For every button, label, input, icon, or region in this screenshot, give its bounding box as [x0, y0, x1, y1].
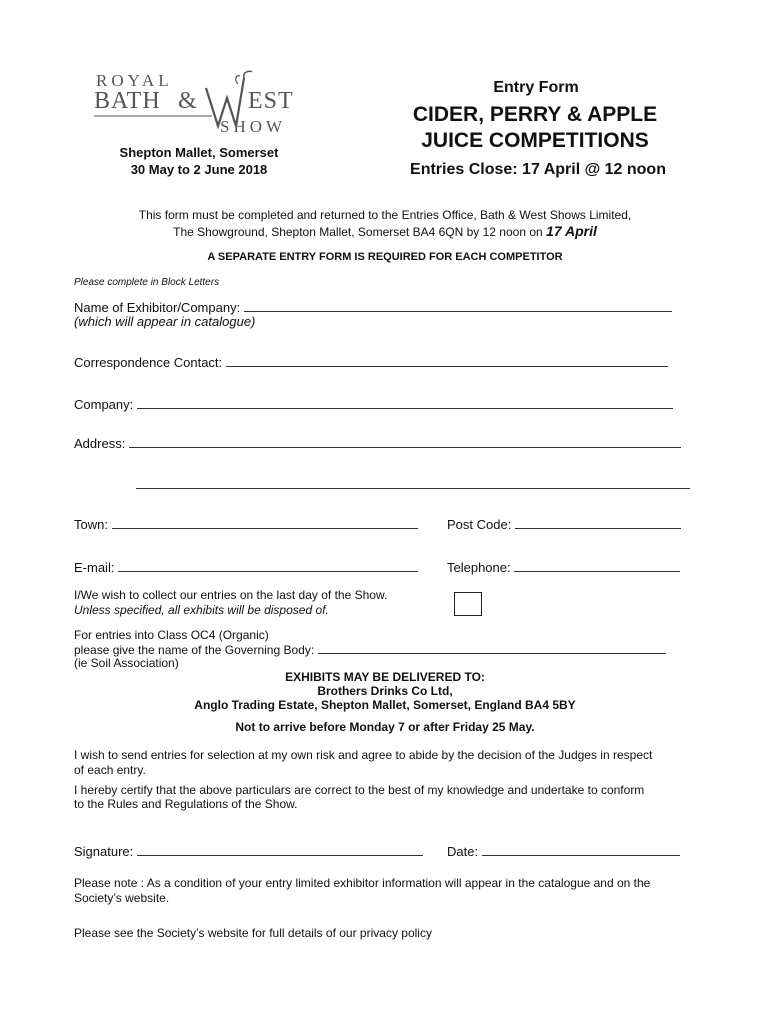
company-row [74, 395, 673, 412]
organic-line3: (ie Soil Association) [74, 656, 179, 670]
email-label: E-mail: [74, 560, 115, 575]
delivery-heading: EXHIBITS MAY BE DELIVERED TO: [285, 670, 485, 684]
logo-show-text: SHOW [220, 117, 287, 134]
certify-line1: I hereby certify that the above particulars are correct to the best of my knowledge and undertake to conform [74, 783, 645, 797]
delivery-address: Anglo Trading Estate, Shepton Mallet, Somerset, England BA4 5BY [194, 698, 576, 712]
company-field[interactable] [137, 395, 673, 409]
exhibitor-name-label: Name of Exhibitor/Company: [74, 300, 241, 315]
contact-field[interactable] [226, 353, 668, 367]
exhibitor-name-field[interactable] [244, 298, 672, 312]
address-field-line1[interactable] [129, 434, 681, 448]
show-venue: Shepton Mallet, Somerset [119, 145, 279, 160]
contact-row [74, 353, 668, 370]
separate-form-notice: A SEPARATE ENTRY FORM IS REQUIRED FOR EACH COMPETITOR [207, 251, 563, 263]
risk-line1: I wish to send entries for selection at my own risk and agree to abide by the decision of the Judges in respect [74, 748, 653, 762]
logo-royal-text: ROYAL [96, 71, 173, 90]
royal-bath-west-show-logo [92, 68, 314, 134]
contact-label: Correspondence Contact: [74, 355, 223, 370]
catalogue-note-line2: Society’s website. [74, 891, 170, 905]
signature-label: Signature: [74, 844, 134, 859]
town-field[interactable] [112, 515, 418, 529]
certify-line2: to the Rules and Regulations of the Show. [74, 797, 298, 811]
address-field-line2[interactable] [136, 475, 690, 489]
date-row [447, 842, 680, 859]
block-letters-note: Please complete in Block Letters [74, 277, 220, 288]
form-title-line2: JUICE COMPETITIONS [421, 129, 649, 152]
address-row [74, 434, 681, 451]
entry-form-label: Entry Form [493, 79, 579, 96]
address-label: Address: [74, 436, 126, 451]
signature-field[interactable] [137, 842, 423, 856]
telephone-field[interactable] [514, 558, 680, 572]
intro-line2: The Showground, Shepton Mallet, Somerset BA4 6QN by 12 noon on [173, 225, 543, 239]
entries-close: Entries Close: 17 April @ 12 noon [410, 161, 666, 178]
company-label: Company: [74, 397, 134, 412]
organic-label: please give the name of the Governing Body: [74, 643, 315, 657]
postcode-row [447, 515, 681, 532]
organic-row [74, 642, 666, 657]
town-label: Town: [74, 517, 108, 532]
catalogue-note-line1: Please note : As a condition of your entry limited exhibitor information will appear in the catalogue and on the [74, 876, 651, 890]
collect-line2: Unless specified, all exhibits will be disposed of. [74, 603, 329, 617]
collect-entries-checkbox[interactable] [454, 592, 482, 616]
privacy-note: Please see the Society’s website for full details of our privacy policy [74, 926, 432, 940]
date-label: Date: [447, 844, 479, 859]
logo-est-text: EST [248, 88, 294, 114]
date-field[interactable] [482, 842, 680, 856]
signature-row [74, 842, 423, 859]
logo-bath-text: BATH [94, 88, 161, 114]
intro-deadline: 17 April [546, 223, 597, 239]
collect-line1: I/We wish to collect our entries on the last day of the Show. [74, 588, 388, 602]
logo-ampersand-text: & [178, 88, 197, 114]
form-title-line1: CIDER, PERRY & APPLE [412, 103, 658, 126]
town-row [74, 515, 418, 532]
delivery-company: Brothers Drinks Co Ltd, [317, 684, 453, 698]
exhibitor-name-note: (which will appear in catalogue) [74, 314, 256, 329]
delivery-timing: Not to arrive before Monday 7 or after Friday 25 May. [235, 720, 535, 734]
postcode-label: Post Code: [447, 517, 512, 532]
organic-line1: For entries into Class OC4 (Organic) [74, 628, 269, 642]
risk-line2: of each entry. [74, 763, 146, 777]
intro-line2-wrap [60, 223, 710, 239]
intro-line1: This form must be completed and returned to the Entries Office, Bath & West Shows Limited, [138, 208, 632, 222]
exhibitor-name-row [74, 298, 672, 315]
show-dates: 30 May to 2 June 2018 [130, 162, 268, 177]
telephone-row [447, 558, 680, 575]
postcode-field[interactable] [515, 515, 681, 529]
email-row [74, 558, 418, 575]
governing-body-field[interactable] [318, 642, 666, 654]
telephone-label: Telephone: [447, 560, 511, 575]
email-field[interactable] [118, 558, 418, 572]
